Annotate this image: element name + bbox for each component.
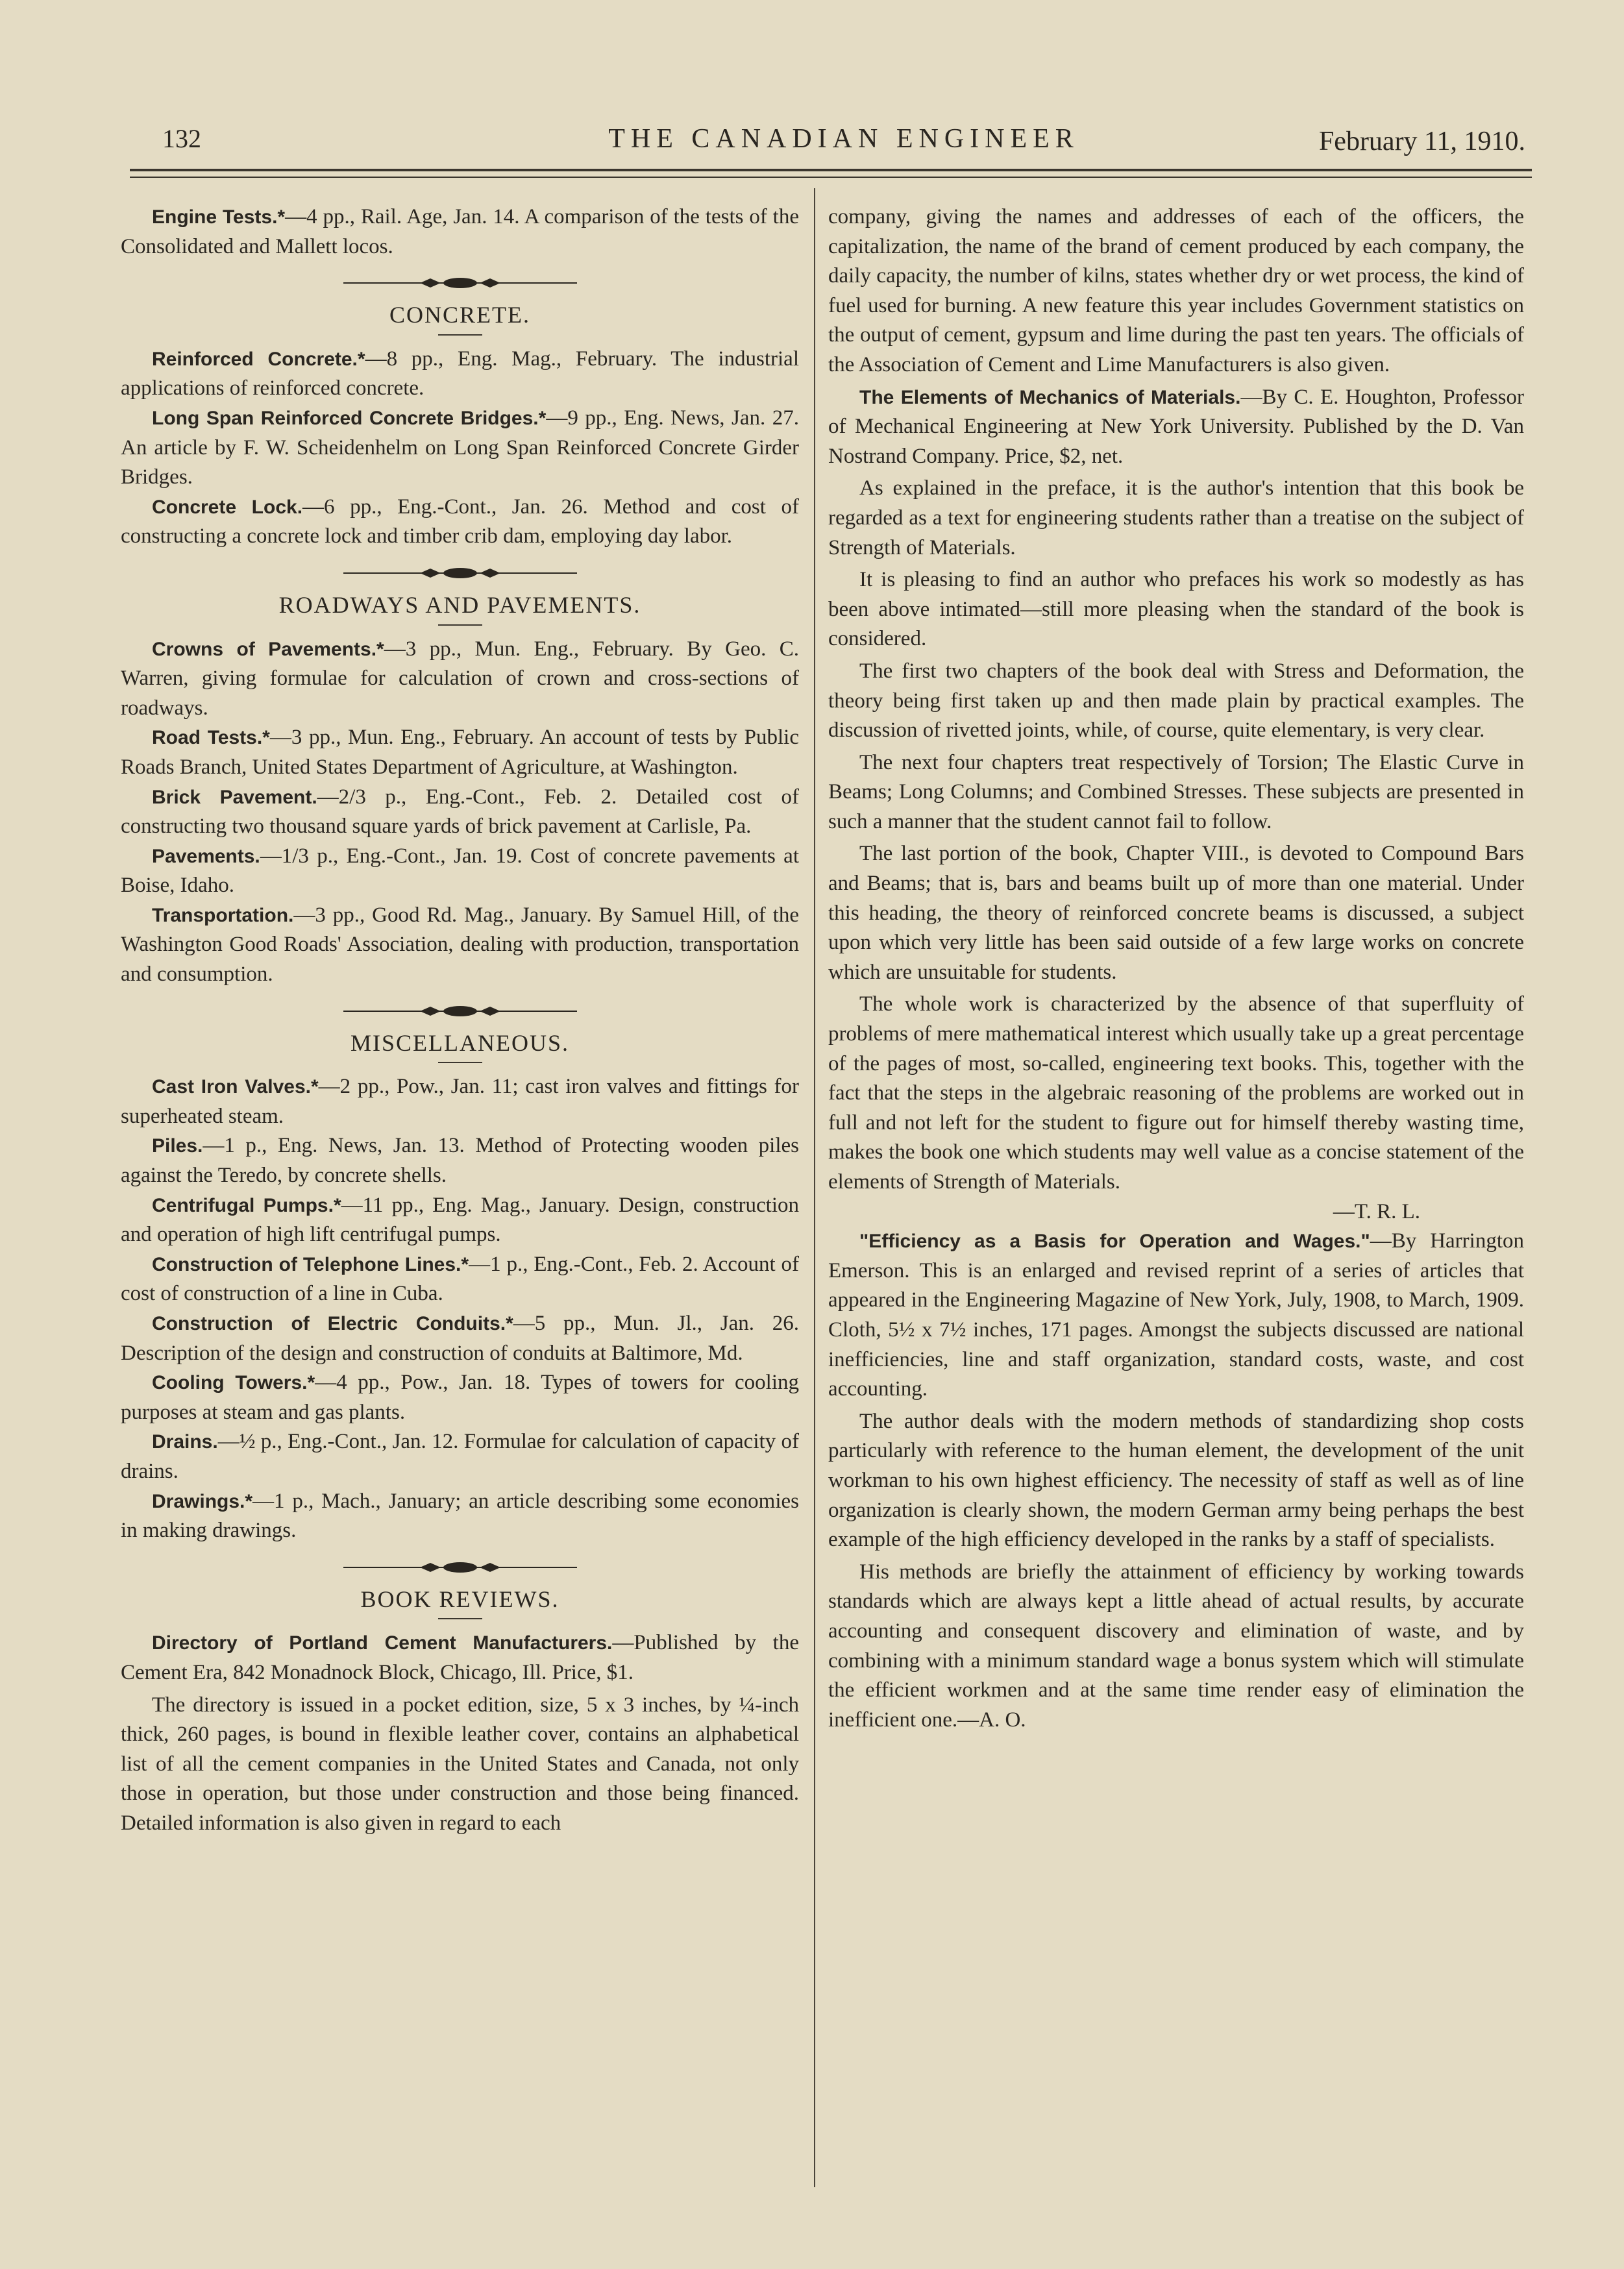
entry-pavements — [121, 842, 799, 901]
entry-cooling-towers — [121, 1368, 799, 1427]
entry-title: Construction of Electric Conduits.* — [152, 1313, 513, 1334]
entry-text: —5 pp., Mun. Jl., Jan. 26. Description of the design and construction of conduits at Baltimore, Md. — [121, 1312, 799, 1365]
entry-text: —1 p., Eng.-Cont., Feb. 2. Account of cost of construction of a line in Cuba. — [121, 1252, 800, 1306]
entry-text: —2 pp., Pow., Jan. 11; cast iron valves and fittings for superheated steam. — [121, 1075, 799, 1128]
entry-reinforced-concrete — [121, 345, 799, 404]
header-rule-thin — [130, 177, 1532, 178]
review-paragraph: His methods are briefly the attainment of efficiency by working towards standards which are always kept a little ahead of actual results, by accurate accounting and consequent discovery and elimination of waste, and by combining with a minimum standard wage a bonus system which will stimulate the efficient workmen and at the same time render easy of elimination the inefficient one.—A. O. — [828, 1560, 1524, 1732]
journal-title: THE CANADIAN ENGINEER — [608, 124, 1079, 154]
review-cement-directory — [121, 1628, 799, 1687]
review-efficiency — [828, 1227, 1524, 1404]
ornament-divider — [343, 1559, 577, 1576]
entry-long-span-bridges — [121, 404, 799, 493]
entry-title: Engine Tests.* — [152, 206, 286, 228]
column-divider — [814, 188, 815, 2187]
heading-rule — [438, 334, 482, 336]
entry-title: Cooling Towers.* — [152, 1372, 315, 1394]
review-continuation: company, giving the names and addresses of each of the officers, the capitalization, the name of the brand of cement produced by each company, the daily capacity, the number of kilns, states whether dry or wet process, the kind of fuel used for burning. A new feature this year includes Government statistics on the output of cement, gypsum and lime during the past ten years. The officials of the Association of Cement and Lime Manufacturers is also given. — [828, 205, 1524, 376]
entry-title: Long Span Reinforced Concrete Bridges.* — [152, 407, 547, 429]
section-heading-concrete: CONCRETE. — [389, 302, 530, 328]
section-heading-book-reviews: BOOK REVIEWS. — [360, 1586, 560, 1612]
entry-centrifugal-pumps — [121, 1191, 799, 1250]
entry-text: —4 pp., Pow., Jan. 18. Types of towers for cooling purposes at steam and gas plants. — [121, 1371, 799, 1424]
entry-text: —8 pp., Eng. Mag., February. The industrial applications of reinforced concrete. — [121, 347, 799, 400]
entry-text: —4 pp., Rail. Age, Jan. 14. A comparison of the tests of the Consolidated and Mallett locos. — [121, 205, 799, 258]
review-paragraph: The first two chapters of the book deal with Stress and Deformation, the theory being first taken up and then made plain by practical examples. The discussion of rivetted joints, while, of course, quite elementary, is very clear. — [828, 659, 1524, 742]
review-title: The Elements of Mechanics of Materials. — [859, 386, 1241, 408]
page-number: 132 — [162, 124, 201, 153]
entry-title: Brick Pavement. — [152, 786, 317, 808]
review-title: "Efficiency as a Basis for Operation and Wages." — [859, 1231, 1370, 1253]
entry-text: —2/3 p., Eng.-Cont., Feb. 2. Detailed cost of constructing two thousand square yards of brick pavement at Carlisle, Pa. — [121, 785, 799, 839]
entry-text: —1 p., Mach., January; an article describing some economies in making drawings. — [121, 1489, 799, 1543]
review-paragraph: The directory is issued in a pocket edition, size, 5 x 3 inches, by ¼-inch thick, 260 pages, is bound in flexible leather cover, contains an alphabetical list of all the cement companies in the United States and Canada, not only those in operation, but those under construction and those being financed. Detailed information is also given in regard to each — [121, 1693, 799, 1835]
entry-transportation — [121, 901, 799, 990]
entry-text: —3 pp., Good Rd. Mag., January. By Samuel Hill, of the Washington Good Roads' Association, dealing with production, transportation and consumption. — [121, 903, 799, 987]
entry-brick-pavement — [121, 783, 799, 842]
review-paragraph: As explained in the preface, it is the author's intention that this book be regarded as a text for engineering students rather than a treatise on the subject of Strength of Materials. — [828, 476, 1524, 559]
entry-title: Reinforced Concrete.* — [152, 348, 365, 370]
review-paragraph: The whole work is characterized by the absence of that superfluity of problems of mere mathematical interest which usually take up a great percentage of the pages of most, so-called, engineering text books. This, together with the fact that the steps in the algebraic reasoning of the problems are worked out in full and not left for the student to figure out for himself thereby wasting time, makes the book one which students may well value as a concise statement of the elements of Strength of Materials. — [828, 992, 1524, 1194]
entry-text: —3 pp., Mun. Eng., February. By Geo. C. Warren, giving formulae for calculation of crown and cross-sections of roadways. — [121, 637, 799, 720]
review-paragraph: The next four chapters treat respectively of Torsion; The Elastic Curve in Beams; Long Columns; and Combined Stresses. These subjects are presented in such a manner that the student cannot fail to follow. — [828, 750, 1524, 833]
ornament-divider — [343, 275, 577, 291]
entry-title: Transportation. — [152, 904, 294, 926]
page-header — [162, 123, 1525, 162]
entry-concrete-lock — [121, 493, 799, 552]
review-title: Directory of Portland Cement Manufacturers. — [152, 1632, 613, 1654]
review-paragraph: It is pleasing to find an author who prefaces his work so modestly as has been above intimated—still more pleasing when the standard of the book is considered. — [828, 568, 1524, 651]
entry-engine-tests — [121, 202, 799, 262]
entry-cast-iron-valves — [121, 1072, 799, 1131]
review-text: —By C. E. Houghton, Professor of Mechanical Engineering at New York University. Published by the D. Van Nostrand Company. Price, $2, net. — [828, 385, 1524, 468]
entry-drawings — [121, 1487, 799, 1546]
entry-text: —6 pp., Eng.-Cont., Jan. 26. Method and cost of constructing a concrete lock and timber crib dam, employing day labor. — [121, 495, 799, 548]
heading-rule — [438, 624, 482, 626]
entry-drains — [121, 1427, 799, 1486]
entry-electric-conduits — [121, 1309, 799, 1368]
heading-rule — [438, 1062, 482, 1063]
entry-title: Concrete Lock. — [152, 496, 303, 518]
entry-text: —3 pp., Mun. Eng., February. An account of tests by Public Roads Branch, United States Department of Agriculture, at Washington. — [121, 726, 799, 779]
entry-title: Piles. — [152, 1135, 203, 1157]
reviewer-signature: —T. R. L. — [1333, 1199, 1420, 1223]
review-paragraph: The last portion of the book, Chapter VIII., is devoted to Compound Bars and Beams; that is, bars and beams built up of more than one material. Under this heading, the theory of reinforced concrete beams is discussed, a subject upon which very little has been said outside of a few large works on concrete which are unsuitable for students. — [828, 842, 1524, 984]
entry-title: Centrifugal Pumps.* — [152, 1194, 341, 1216]
entry-title: Drains. — [152, 1431, 218, 1453]
entry-text: —½ p., Eng.-Cont., Jan. 12. Formulae for calculation of capacity of drains. — [121, 1430, 799, 1483]
review-paragraph: The author deals with the modern methods of standardizing shop costs particularly with reference to the human element, the development of the unit workman to his own highest efficiency. The necessity of staff as well as of line organization is clearly shown, the modern German army being perhaps the best example of the high efficiency developed in the ranks by a staff of specialists. — [828, 1409, 1524, 1552]
entry-road-tests — [121, 723, 799, 782]
section-heading-miscellaneous: MISCELLANEOUS. — [350, 1029, 569, 1056]
review-text: —By Harrington Emerson. This is an enlarged and revised reprint of a series of articles that appeared in the Engineering Magazine of New York, July, 1908, to March, 1909. Cloth, 5½ x 7½ inches, 171 pages. Amongst the subjects discussed are national inefficiencies, line and staff organization, standard costs, waste, and cost accounting. — [828, 1229, 1524, 1401]
ornament-divider — [343, 1003, 577, 1020]
entry-title: Road Tests.* — [152, 727, 270, 749]
entry-text: —1/3 p., Eng.-Cont., Jan. 19. Cost of concrete pavements at Boise, Idaho. — [121, 844, 799, 898]
ornament-divider — [343, 565, 577, 582]
entry-piles — [121, 1131, 799, 1190]
entry-title: Crowns of Pavements.* — [152, 638, 384, 660]
section-heading-roadways: ROADWAYS AND PAVEMENTS. — [278, 591, 641, 618]
entry-text: —9 pp., Eng. News, Jan. 27. An article by F. W. Scheidenhelm on Long Span Reinforced Concrete Girder Bridges. — [121, 406, 799, 489]
entry-title: Construction of Telephone Lines.* — [152, 1253, 469, 1275]
review-text: —Published by the Cement Era, 842 Monadnock Block, Chicago, Ill. Price, $1. — [121, 1631, 799, 1684]
review-mechanics-of-materials — [828, 383, 1524, 472]
entry-crowns-of-pavements — [121, 635, 799, 724]
right-column — [828, 202, 1524, 1735]
entry-text: —11 pp., Eng. Mag., January. Design, construction and operation of high lift centrifugal pumps. — [121, 1193, 800, 1247]
issue-date: February 11, 1910. — [1318, 127, 1525, 156]
entry-title: Pavements. — [152, 845, 260, 867]
heading-rule — [438, 1618, 482, 1619]
header-rule-thick — [130, 169, 1532, 171]
entry-title: Drawings.* — [152, 1490, 253, 1512]
entry-title: Cast Iron Valves.* — [152, 1076, 319, 1098]
left-column — [121, 202, 799, 1839]
entry-telephone-lines — [121, 1250, 799, 1309]
entry-text: —1 p., Eng. News, Jan. 13. Method of Protecting wooden piles against the Teredo, by concrete shells. — [121, 1134, 799, 1188]
